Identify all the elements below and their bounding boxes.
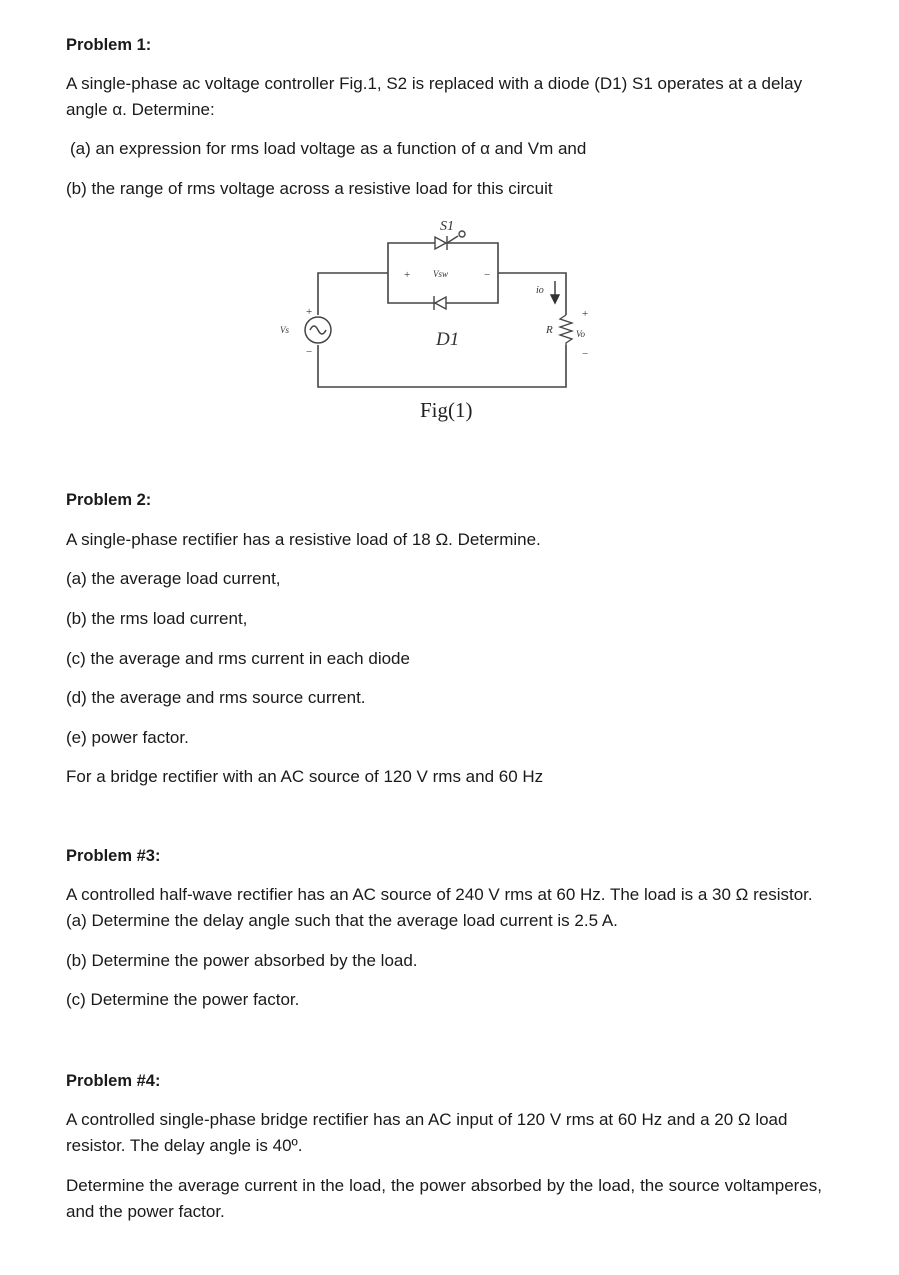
problem-3-part-c: (c) Determine the power factor. bbox=[66, 990, 300, 1009]
svg-text:−: − bbox=[484, 269, 491, 281]
problem-1-heading: Problem 1: bbox=[66, 36, 152, 54]
svg-text:+: + bbox=[306, 306, 313, 318]
problem-2-part-c: (c) the average and rms current in each diode bbox=[66, 649, 410, 668]
resistor-symbol bbox=[560, 315, 572, 345]
problem-2-intro: A single-phase rectifier has a resistive load of 18 Ω. Determine. bbox=[66, 530, 541, 549]
diode-label: D1 bbox=[436, 329, 460, 350]
diode-d1-symbol bbox=[434, 296, 446, 310]
figure-caption: Fig(1) bbox=[420, 398, 473, 422]
wire-bottom bbox=[318, 345, 566, 387]
problem-2-heading: Problem 2: bbox=[66, 491, 152, 509]
problem-4-task: Determine the average current in the load, the power absorbed by the load, the source voltamperes, and the power factor. bbox=[66, 1176, 822, 1221]
problem-2-part-d: (d) the average and rms source current. bbox=[66, 688, 366, 707]
problem-4-intro: A controlled single-phase bridge rectifier has an AC input of 120 V rms at 60 Hz and a 20 Ω load resistor. The delay angle is 40º. bbox=[66, 1110, 788, 1155]
source-label: Vs bbox=[280, 325, 289, 335]
circuit-figure bbox=[270, 215, 610, 430]
problem-3-heading: Problem #3: bbox=[66, 847, 161, 865]
problem-1-part-a: (a) an expression for rms load voltage as a function of α and Vm and bbox=[70, 139, 587, 158]
problem-3-intro: A controlled half-wave rectifier has an AC source of 240 V rms at 60 Hz. The load is a 30 Ω resistor. (a) Determine the delay angle such that the average load current is 2.5 A. bbox=[66, 885, 813, 930]
problem-2-note: For a bridge rectifier with an AC source of 120 V rms and 60 Hz bbox=[66, 767, 544, 786]
current-arrow bbox=[551, 281, 559, 303]
problem-2-part-e: (e) power factor. bbox=[66, 728, 189, 747]
switch-voltage-label: Vsw bbox=[433, 269, 449, 279]
problem-1-part-b: (b) the range of rms voltage across a resistive load for this circuit bbox=[66, 179, 553, 198]
svg-text:−: − bbox=[582, 348, 589, 360]
svg-text:+: + bbox=[404, 269, 411, 281]
resistor-label: R bbox=[546, 324, 553, 336]
problem-1-intro: A single-phase ac voltage controller Fig.1, S2 is replaced with a diode (D1) S1 operates at a delay angle α. Determine: bbox=[66, 74, 803, 119]
current-label: io bbox=[536, 285, 544, 296]
svg-text:+: + bbox=[582, 308, 589, 320]
wire-left-top bbox=[318, 273, 388, 315]
problem-4-heading: Problem #4: bbox=[66, 1072, 161, 1090]
problem-2-part-b: (b) the rms load current, bbox=[66, 609, 248, 628]
output-voltage-label: Vo bbox=[576, 329, 585, 339]
problem-3-part-b: (b) Determine the power absorbed by the load. bbox=[66, 951, 418, 970]
switch-label: S1 bbox=[440, 219, 454, 234]
ac-source-symbol bbox=[305, 317, 331, 343]
wire-right-top bbox=[498, 273, 566, 315]
svg-text:−: − bbox=[306, 346, 313, 358]
problem-2-part-a: (a) the average load current, bbox=[66, 569, 281, 588]
